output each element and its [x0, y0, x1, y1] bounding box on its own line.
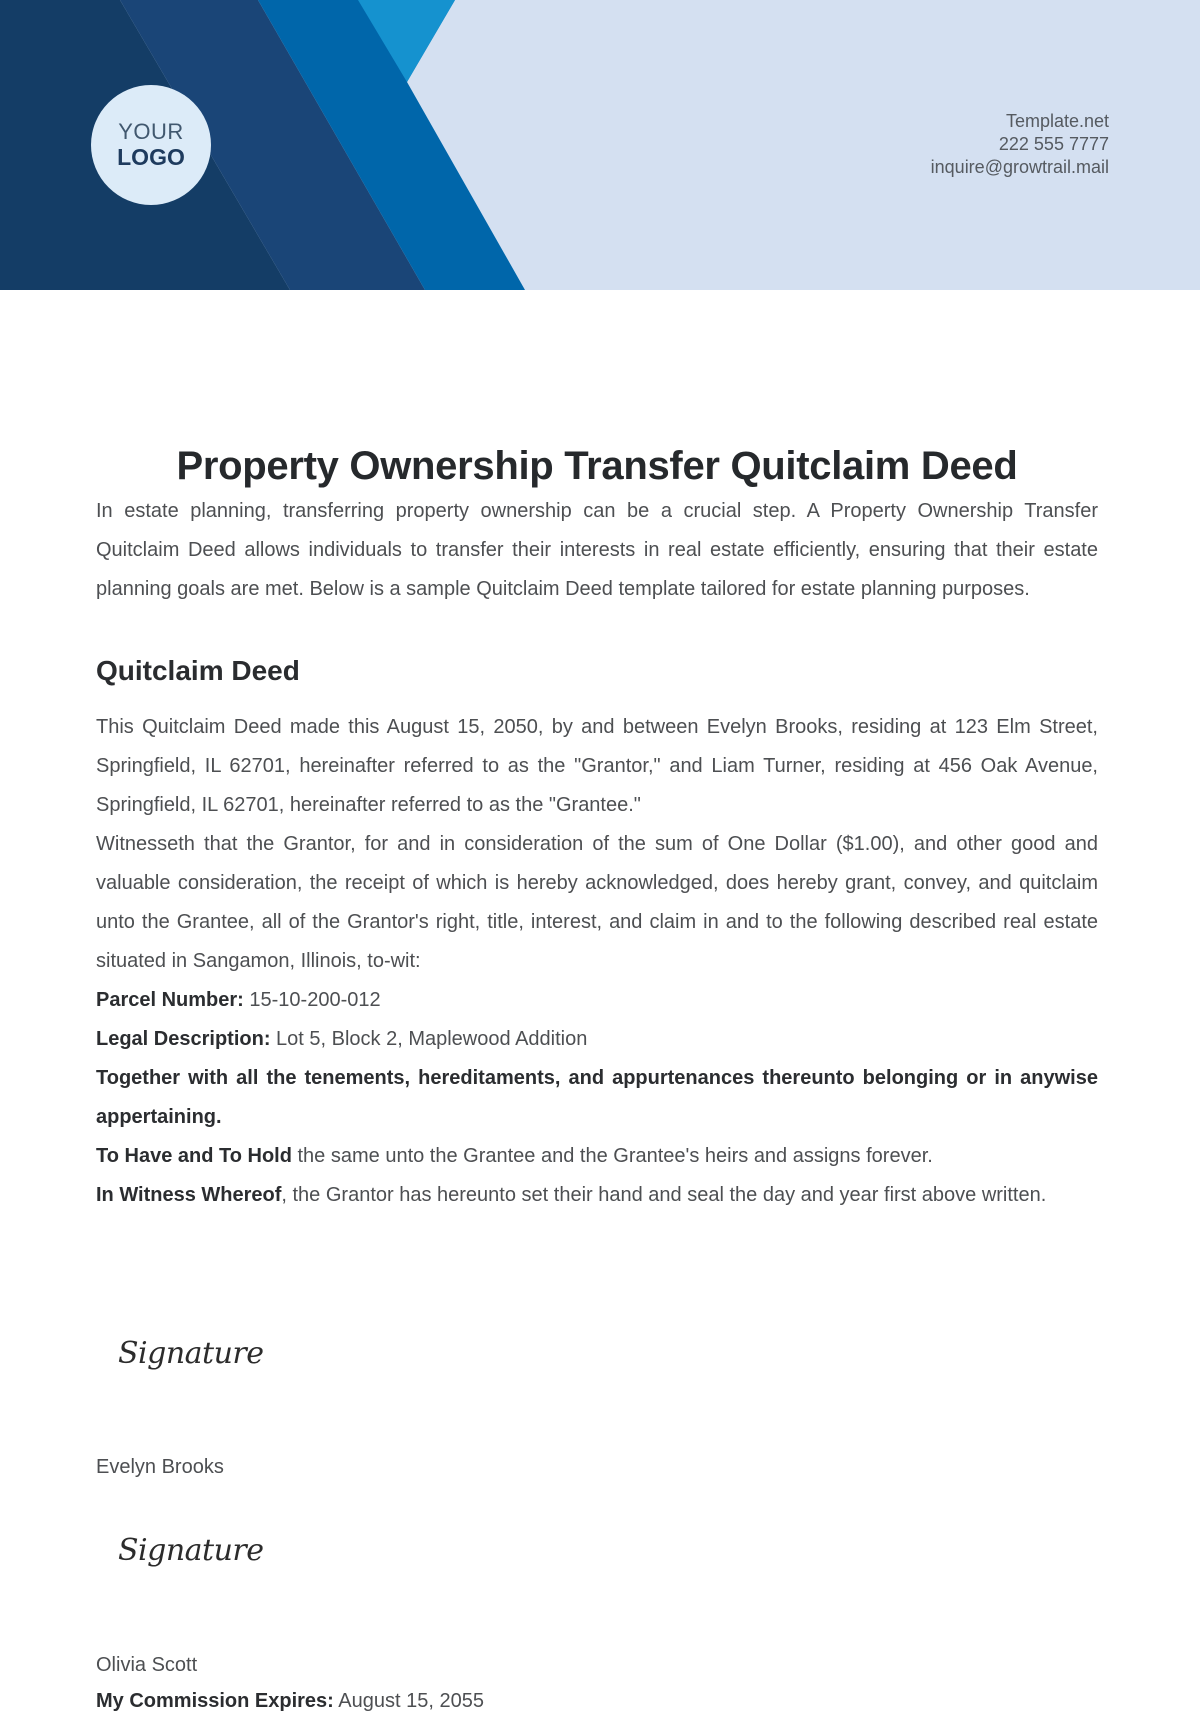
parcel-number-line [96, 981, 1098, 1020]
appurtenances-clause [96, 1059, 1098, 1137]
grantor-signature-block [96, 1336, 264, 1371]
letterhead [0, 0, 1200, 290]
logo-line-2: LOGO [117, 144, 185, 170]
contact-phone: 222 555 7777 [998, 134, 1109, 154]
notary-name: Olivia Scott [96, 1654, 198, 1676]
habendum-clause [96, 1137, 1098, 1176]
document-title: Property Ownership Transfer Quitclaim Deed [176, 444, 1018, 488]
signature-image: Signature [118, 1533, 264, 1568]
notary-signature-block [96, 1533, 264, 1568]
section-heading: Quitclaim Deed [96, 655, 300, 686]
habendum-text: the same unto the Grantee and the Grantee's heirs and assigns forever. [291, 1145, 933, 1167]
commission-value: August 15, 2055 [333, 1690, 484, 1712]
intro-paragraph: In estate planning, transferring property ownership can be a crucial step. A Property Ownership Transfer Quitclaim Deed allows individuals to transfer their interests in real estate efficiently, ensuring that their estate planning goals are met. Below is a sample Quitclaim Deed template tailored for estate planning purposes. [96, 500, 1098, 600]
legal-description-line [96, 1020, 1098, 1059]
company-logo [91, 85, 211, 205]
parcel-number-label: Parcel Number: [96, 989, 244, 1011]
commission-expiry-line [96, 1690, 484, 1713]
witness-clause [96, 1176, 1098, 1215]
appurtenances-text: Together with all the tenements, hereditaments, and appurtenances thereunto belonging or in anywise appertaining. [96, 1067, 1098, 1128]
grantor-name: Evelyn Brooks [96, 1456, 224, 1478]
contact-block [931, 110, 1109, 179]
parties-paragraph: This Quitclaim Deed made this August 15, 2050, by and between Evelyn Brooks, residing at 123 Elm Street, Springfield, IL 62701, hereinafter referred to as the "Grantor," and Liam Turner, residing at 456 Oak Avenue, Springfield, IL 62701, hereinafter referred to as the "Grantee." [96, 716, 1098, 816]
signature-image: Signature [118, 1336, 264, 1371]
legal-description-label: Legal Description: [96, 1028, 271, 1050]
logo-line-1: YOUR [118, 119, 184, 144]
commission-label: My Commission Expires: [96, 1690, 334, 1712]
contact-website: Template.net [1005, 111, 1109, 131]
document-body [96, 440, 1098, 1215]
witness-text: , the Grantor has hereunto set their hand and seal the day and year first above written. [281, 1184, 1047, 1206]
legal-description-value: Lot 5, Block 2, Maplewood Addition [270, 1028, 588, 1050]
contact-email: inquire@growtrail.mail [930, 157, 1109, 177]
habendum-label: To Have and To Hold [96, 1145, 292, 1167]
parcel-number-value: 15-10-200-012 [243, 989, 381, 1011]
consideration-paragraph: Witnesseth that the Grantor, for and in consideration of the sum of One Dollar ($1.00), and other good and valuable consideration, the receipt of which is hereby acknowledged, does hereby grant, convey, and quitclaim unto the Grantee, all of the Grantor's right, title, interest, and claim in and to the following described real estate situated in Sangamon, Illinois, to-wit: [96, 833, 1098, 972]
witness-label: In Witness Whereof [96, 1184, 282, 1206]
